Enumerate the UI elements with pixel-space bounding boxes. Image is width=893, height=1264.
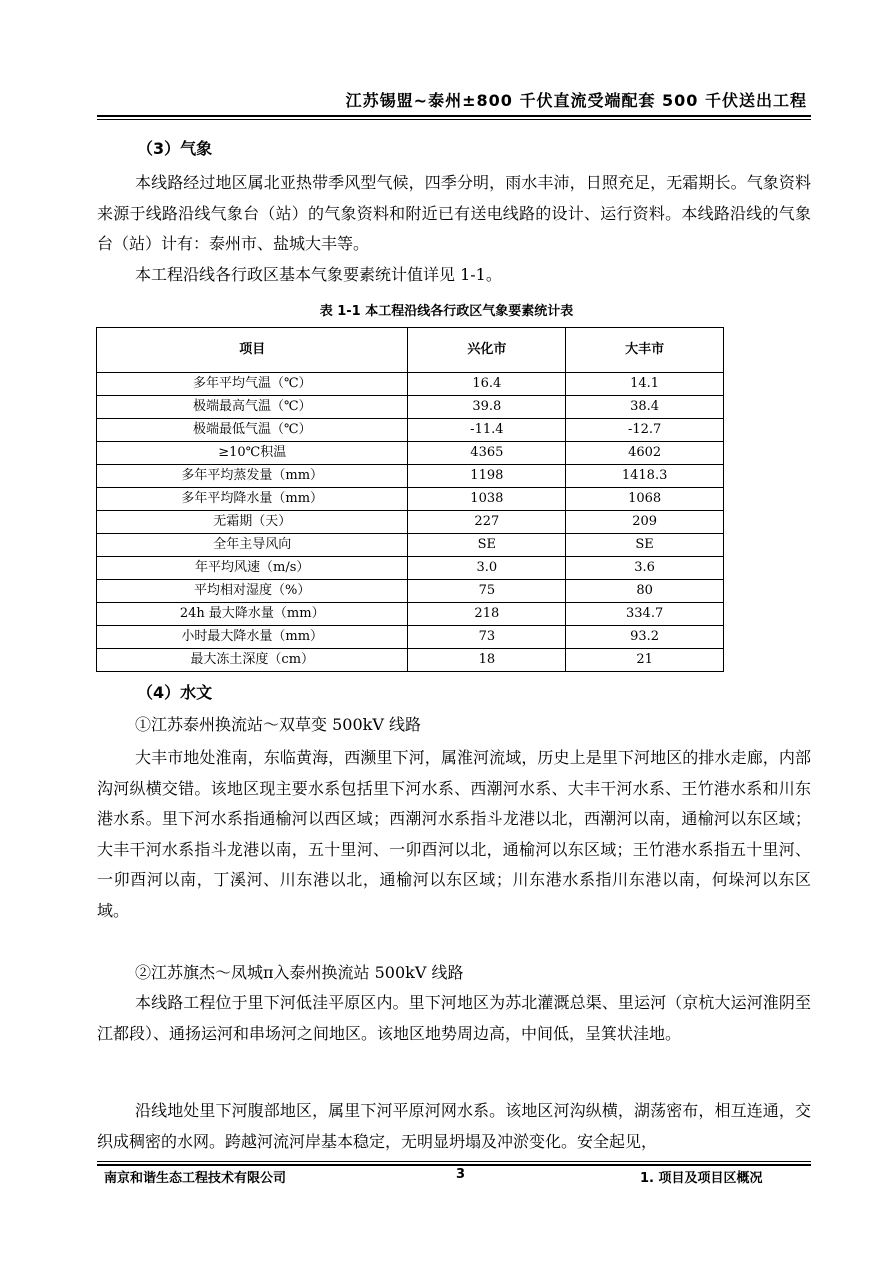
section-heading-weather: （3）气象: [137, 139, 213, 158]
table-cell-xinghua: 4365: [408, 442, 566, 465]
table-reference-paragraph: 本工程沿线各行政区基本气象要素统计值详见 1-1。: [135, 265, 502, 284]
footer-company: 南京和谐生态工程技术有限公司: [104, 1171, 287, 1186]
table-cell-item: 多年平均降水量（mm）: [97, 488, 408, 511]
table-cell-dafeng: 1418.3: [566, 465, 724, 488]
table-cell-dafeng: 3.6: [566, 557, 724, 580]
table-cell-dafeng: SE: [566, 534, 724, 557]
table-cell-item: 多年平均气温（℃）: [97, 373, 408, 396]
table-cell-item: 年平均风速（m/s）: [97, 557, 408, 580]
table-cell-item: 平均相对湿度（%）: [97, 580, 408, 603]
header-rule-thin: [97, 119, 811, 120]
table-cell-xinghua: 1198: [408, 465, 566, 488]
table-header-item: 项目: [97, 328, 408, 373]
route-subheading-2: ②江苏旗杰～凤城π入泰州换流站 500kV 线路: [135, 963, 464, 982]
table-cell-item: 24h 最大降水量（mm）: [97, 603, 408, 626]
hydrology-paragraph-2: 本线路工程位于里下河低洼平原区内。里下河地区为苏北灌溉总渠、里运河（京杭大运河淮阴至江都段）、通扬运河和串场河之间地区。该地区地势周边高，中间低，呈箕状洼地。: [97, 993, 811, 1043]
table-cell-item: 小时最大降水量（mm）: [97, 626, 408, 649]
footer-rule-thin: [97, 1161, 811, 1162]
table-row: [97, 465, 724, 488]
table-row: [97, 557, 724, 580]
table-cell-dafeng: 38.4: [566, 396, 724, 419]
table-cell-dafeng: 21: [566, 649, 724, 672]
table-header-xinghua: 兴化市: [408, 328, 566, 373]
table-cell-xinghua: 218: [408, 603, 566, 626]
table-cell-xinghua: -11.4: [408, 419, 566, 442]
table-cell-dafeng: 334.7: [566, 603, 724, 626]
table-cell-xinghua: 75: [408, 580, 566, 603]
table-header-dafeng: 大丰市: [566, 328, 724, 373]
table-cell-dafeng: 1068: [566, 488, 724, 511]
footer-chapter: 1. 项目及项目区概况: [640, 1171, 763, 1186]
weather-paragraph: 本线路经过地区属北亚热带季风型气候，四季分明，雨水丰沛，日照充足，无霜期长。气象资料来源于线路沿线气象台（站）的气象资料和附近已有送电线路的设计、运行资料。本线路沿线的气象台（站）计有：泰州市、盐城大丰等。: [97, 173, 811, 253]
table-body: [97, 373, 724, 672]
footer-rule-thick: [97, 1164, 811, 1166]
table-cell-dafeng: 93.2: [566, 626, 724, 649]
table-row: [97, 580, 724, 603]
table-row: [97, 442, 724, 465]
table-row: [97, 396, 724, 419]
table-cell-xinghua: 1038: [408, 488, 566, 511]
table-row: [97, 373, 724, 396]
table-cell-dafeng: 209: [566, 511, 724, 534]
table-cell-dafeng: 80: [566, 580, 724, 603]
hydrology-paragraph-3: 沿线地处里下河腹部地区，属里下河平原河网水系。该地区河沟纵横，湖荡密布，相互连通，交织成稠密的水网。跨越河流河岸基本稳定，无明显坍塌及冲淤变化。安全起见，: [97, 1101, 811, 1151]
table-cell-xinghua: 16.4: [408, 373, 566, 396]
table-cell-xinghua: 73: [408, 626, 566, 649]
table-row: [97, 511, 724, 534]
table-row: [97, 534, 724, 557]
climate-table: [96, 327, 724, 672]
table-cell-xinghua: SE: [408, 534, 566, 557]
table-cell-xinghua: 3.0: [408, 557, 566, 580]
table-cell-dafeng: 14.1: [566, 373, 724, 396]
table-cell-dafeng: -12.7: [566, 419, 724, 442]
route-subheading-1: ①江苏泰州换流站～双草变 500kV 线路: [135, 715, 421, 734]
table-cell-item: ≥10℃积温: [97, 442, 408, 465]
table-header-row: [97, 328, 724, 373]
table-cell-item: 多年平均蒸发量（mm）: [97, 465, 408, 488]
header-rule-thick: [97, 115, 811, 117]
table-cell-xinghua: 18: [408, 649, 566, 672]
table-cell-item: 极端最低气温（℃）: [97, 419, 408, 442]
table-cell-dafeng: 4602: [566, 442, 724, 465]
hydrology-paragraph-1: 大丰市地处淮南，东临黄海，西濒里下河，属淮河流域，历史上是里下河地区的排水走廊，内部沟河纵横交错。该地区现主要水系包括里下河水系、西潮河水系、大丰干河水系、王竹港水系和川东港水系。里下河水系指通榆河以西区域；西潮河水系指斗龙港以北，西潮河以南，通榆河以东区域；大丰干河水系指斗龙港以南，五十里河、一卯酉河以北，通榆河以东区域；王竹港水系指五十里河、一卯酉河以南，丁溪河、川东港以北，通榆河以东区域；川东港水系指川东港以南，何垛河以东区域。: [97, 748, 811, 920]
table-caption: 表 1-1 本工程沿线各行政区气象要素统计表: [319, 304, 574, 319]
table-cell-item: 无霜期（天）: [97, 511, 408, 534]
page-header-title: 江苏锡盟~泰州±800 千伏直流受端配套 500 千伏送出工程: [345, 91, 807, 110]
table-cell-xinghua: 227: [408, 511, 566, 534]
table-cell-xinghua: 39.8: [408, 396, 566, 419]
table-row: [97, 488, 724, 511]
table-row: [97, 419, 724, 442]
table-row: [97, 626, 724, 649]
table-cell-item: 极端最高气温（℃）: [97, 396, 408, 419]
table-row: [97, 649, 724, 672]
table-row: [97, 603, 724, 626]
table-cell-item: 全年主导风向: [97, 534, 408, 557]
section-heading-hydrology: （4）水文: [137, 683, 213, 702]
table-cell-item: 最大冻土深度（cm）: [97, 649, 408, 672]
footer-page-number: 3: [456, 1167, 466, 1182]
